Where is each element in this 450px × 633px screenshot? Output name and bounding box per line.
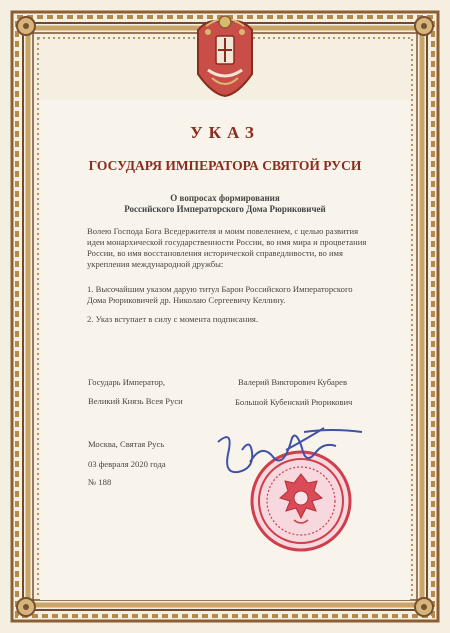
document-place: Москва, Святая Русь xyxy=(88,439,165,449)
left-signature-line-1: Государь Император, xyxy=(88,377,166,387)
document-subtitle: ГОСУДАРЯ ИМПЕРАТОРА СВЯТОЙ РУСИ xyxy=(88,158,362,173)
document-title: УКАЗ xyxy=(190,123,260,142)
right-signature-line-2: Большой Кубенский Рюрикович xyxy=(235,397,353,407)
item-1-line-2: Дома Рюриковичей др. Николаю Сергеевичу Келлину. xyxy=(87,295,286,305)
right-signature-line-1: Валерий Викторович Кубарев xyxy=(238,377,348,387)
preamble-line-4: укрепления международной дружбы: xyxy=(87,259,224,269)
preamble-line-3: России, во имя восстановления исторической справедливости, во имя xyxy=(87,248,343,258)
item-1-line-1: 1. Высочайшим указом дарую титул Барон Российского Императорского xyxy=(87,284,353,294)
document-body xyxy=(40,100,410,600)
coat-of-arms-icon xyxy=(190,8,260,100)
left-signature-line-2: Великий Князь Всея Руси xyxy=(88,396,183,406)
handwritten-signature-icon xyxy=(200,420,370,495)
preamble-line-1: Волею Господа Бога Вседержителя и моим повелением, с целью развития xyxy=(87,226,359,236)
document-heading-line-1: О вопросах формирования xyxy=(170,193,280,203)
preamble-line-2: идеи монархической государственности России, во имя мира и процветания xyxy=(87,237,367,247)
item-2: 2. Указ вступает в силу с момента подписания. xyxy=(87,314,259,324)
document-date: 03 февраля 2020 года xyxy=(88,459,166,469)
document-heading-line-2: Российского Императорского Дома Рюриковичей xyxy=(124,204,326,214)
document-number: № 188 xyxy=(88,477,112,487)
